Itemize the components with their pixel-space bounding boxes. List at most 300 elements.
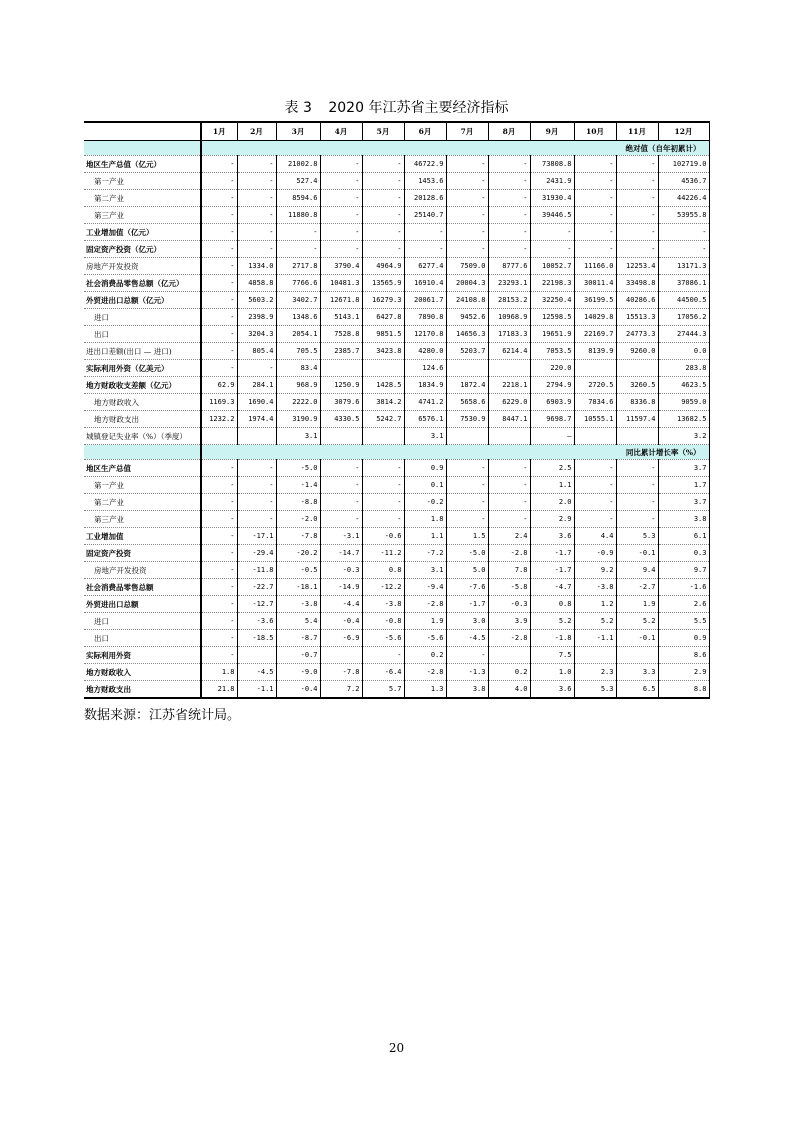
table-cell: - — [658, 241, 709, 258]
table-cell: 1974.4 — [237, 411, 276, 428]
table-cell: -0.1 — [616, 630, 658, 647]
table-cell: 83.4 — [276, 360, 320, 377]
table-cell: - — [320, 241, 362, 258]
table-cell: 4741.2 — [404, 394, 446, 411]
table-cell: - — [362, 224, 404, 241]
table-cell: 1.7 — [658, 477, 709, 494]
row-label: 城镇登记失业率（%）（季度） — [84, 428, 201, 445]
table-cell: - — [446, 173, 488, 190]
table-cell: -14.9 — [320, 579, 362, 596]
table-cell: - — [237, 360, 276, 377]
table-number: 表 3 — [284, 100, 312, 116]
table-cell: - — [574, 207, 616, 224]
header-blank-cell — [84, 122, 201, 141]
table-cell: 7530.9 — [446, 411, 488, 428]
row-label: 进口 — [84, 613, 201, 630]
table-cell — [362, 360, 404, 377]
table-cell: 9851.5 — [362, 326, 404, 343]
table-cell: 1.0 — [530, 664, 574, 681]
table-cell: 7890.8 — [404, 309, 446, 326]
table-cell: -1.1 — [237, 681, 276, 699]
table-cell: - — [616, 477, 658, 494]
table-cell: - — [237, 156, 276, 173]
table-cell: -2.8 — [488, 630, 530, 647]
table-cell: - — [201, 647, 237, 664]
table-row — [84, 511, 709, 528]
table-cell: 20128.6 — [404, 190, 446, 207]
table-cell: 2054.1 — [276, 326, 320, 343]
table-cell — [488, 428, 530, 445]
table-cell — [446, 360, 488, 377]
table-cell: 2.0 — [530, 494, 574, 511]
month-header: 2月 — [237, 122, 276, 141]
table-row — [84, 428, 709, 445]
row-label: 出口 — [84, 326, 201, 343]
table-cell: - — [320, 207, 362, 224]
table-cell: - — [201, 596, 237, 613]
table-row — [84, 494, 709, 511]
table-cell: 62.9 — [201, 377, 237, 394]
table-row — [84, 156, 709, 173]
table-cell: - — [574, 511, 616, 528]
table-cell: 4964.9 — [362, 258, 404, 275]
table-cell: - — [488, 207, 530, 224]
table-cell: -8.7 — [276, 630, 320, 647]
table-cell: 527.4 — [276, 173, 320, 190]
table-cell: 0.0 — [658, 343, 709, 360]
table-cell — [574, 428, 616, 445]
table-cell: 6.1 — [658, 528, 709, 545]
table-cell: 17056.2 — [658, 309, 709, 326]
table-cell: 5.4 — [276, 613, 320, 630]
table-row — [84, 579, 709, 596]
table-cell: -18.1 — [276, 579, 320, 596]
table-cell: - — [362, 173, 404, 190]
row-label: 社会消费品零售总额 — [84, 579, 201, 596]
table-cell: 9260.0 — [616, 343, 658, 360]
table-cell: -9.0 — [276, 664, 320, 681]
table-cell: 1.2 — [574, 596, 616, 613]
table-cell: -0.4 — [276, 681, 320, 699]
table-cell: 14656.3 — [446, 326, 488, 343]
table-cell: 1.9 — [404, 613, 446, 630]
table-cell: - — [237, 477, 276, 494]
table-cell: 2.5 — [530, 460, 574, 477]
table-cell: - — [446, 477, 488, 494]
table-cell — [320, 360, 362, 377]
table-cell: - — [404, 224, 446, 241]
table-cell: - — [362, 156, 404, 173]
table-cell: - — [488, 460, 530, 477]
table-cell: 0.8 — [530, 596, 574, 613]
table-cell: - — [362, 241, 404, 258]
table-cell — [488, 360, 530, 377]
table-cell: -1.1 — [574, 630, 616, 647]
table-cell: 8.6 — [658, 647, 709, 664]
table-cell: -12.7 — [237, 596, 276, 613]
table-row — [84, 173, 709, 190]
table-cell: 22169.7 — [574, 326, 616, 343]
table-cell: 1.1 — [530, 477, 574, 494]
table-cell: - — [201, 494, 237, 511]
table-cell: 3.1 — [404, 428, 446, 445]
table-cell: 22198.3 — [530, 275, 574, 292]
row-label: 第三产业 — [84, 511, 201, 528]
table-cell: 44500.5 — [658, 292, 709, 309]
table-cell: - — [201, 360, 237, 377]
section-label: 同比累计增长率（%） — [201, 445, 709, 460]
table-cell: 2385.7 — [320, 343, 362, 360]
table-cell: -2.0 — [276, 511, 320, 528]
table-cell: - — [530, 224, 574, 241]
table-cell: 3.6 — [530, 528, 574, 545]
table-row — [84, 258, 709, 275]
table-cell: - — [201, 579, 237, 596]
table-cell: 2222.0 — [276, 394, 320, 411]
table-cell: 8.8 — [658, 681, 709, 699]
table-cell: - — [616, 156, 658, 173]
table-cell: 9059.0 — [658, 394, 709, 411]
table-cell: - — [616, 224, 658, 241]
table-row — [84, 681, 709, 699]
table-cell: -8.8 — [276, 494, 320, 511]
table-cell: - — [616, 494, 658, 511]
table-cell: 8777.6 — [488, 258, 530, 275]
table-cell: 0.2 — [404, 647, 446, 664]
table-cell: 5658.6 — [446, 394, 488, 411]
table-cell: 2.4 — [488, 528, 530, 545]
table-cell: - — [201, 224, 237, 241]
table-cell: 968.9 — [276, 377, 320, 394]
table-cell: - — [201, 241, 237, 258]
table-cell: 10052.7 — [530, 258, 574, 275]
table-cell: -4.7 — [530, 579, 574, 596]
month-header: 6月 — [404, 122, 446, 141]
table-cell: 124.6 — [404, 360, 446, 377]
table-cell: -11.8 — [237, 562, 276, 579]
table-cell: - — [574, 477, 616, 494]
table-cell: -9.4 — [404, 579, 446, 596]
table-cell: -1.7 — [530, 562, 574, 579]
table-cell: 2720.5 — [574, 377, 616, 394]
table-cell: - — [488, 190, 530, 207]
table-cell: — — [530, 428, 574, 445]
table-cell: 4.4 — [574, 528, 616, 545]
table-cell: - — [658, 224, 709, 241]
table-row — [84, 613, 709, 630]
table-row — [84, 477, 709, 494]
table-cell: 5203.7 — [446, 343, 488, 360]
table-cell: 5.7 — [362, 681, 404, 699]
table-cell: -3.1 — [320, 528, 362, 545]
row-label: 社会消费品零售总额（亿元） — [84, 275, 201, 292]
table-cell: 1.3 — [404, 681, 446, 699]
table-cell: 14029.8 — [574, 309, 616, 326]
table-cell: -5.0 — [446, 545, 488, 562]
table-cell: 6903.9 — [530, 394, 574, 411]
row-label: 房地产开发投资 — [84, 258, 201, 275]
table-cell: 7528.8 — [320, 326, 362, 343]
table-cell: - — [320, 460, 362, 477]
table-cell: -3.6 — [237, 613, 276, 630]
table-cell: 9.2 — [574, 562, 616, 579]
table-cell: 4623.5 — [658, 377, 709, 394]
row-label: 地方财政收入 — [84, 664, 201, 681]
table-cell: - — [574, 156, 616, 173]
table-cell: -7.8 — [320, 664, 362, 681]
row-label: 出口 — [84, 630, 201, 647]
table-title-text: 2020 年江苏省主要经济指标 — [328, 100, 509, 116]
row-label: 地方财政支出 — [84, 681, 201, 699]
table-cell: - — [446, 207, 488, 224]
table-cell: 24108.8 — [446, 292, 488, 309]
table-cell: 5603.2 — [237, 292, 276, 309]
table-cell: 3.7 — [658, 494, 709, 511]
table-cell: - — [616, 460, 658, 477]
table-cell: 2.3 — [574, 664, 616, 681]
table-cell: -29.4 — [237, 545, 276, 562]
table-cell: 13682.5 — [658, 411, 709, 428]
table-cell: 1232.2 — [201, 411, 237, 428]
table-cell: 2398.9 — [237, 309, 276, 326]
table-row — [84, 460, 709, 477]
table-cell: 4280.0 — [404, 343, 446, 360]
table-cell: 21.8 — [201, 681, 237, 699]
table-cell: 13171.3 — [658, 258, 709, 275]
table-row — [84, 377, 709, 394]
table-cell: 9698.7 — [530, 411, 574, 428]
table-cell: - — [320, 173, 362, 190]
table-cell: -0.3 — [320, 562, 362, 579]
table-cell: -7.8 — [276, 528, 320, 545]
row-label: 进出口差额(出口 — 进口) — [84, 343, 201, 360]
table-cell: 2717.8 — [276, 258, 320, 275]
table-cell: 25140.7 — [404, 207, 446, 224]
table-cell: 3.9 — [488, 613, 530, 630]
table-cell: - — [201, 477, 237, 494]
table-cell: 11597.4 — [616, 411, 658, 428]
table-cell: 220.0 — [530, 360, 574, 377]
table-cell: 9.7 — [658, 562, 709, 579]
table-cell: - — [488, 477, 530, 494]
table-cell: -1.3 — [446, 664, 488, 681]
table-cell: 8447.1 — [488, 411, 530, 428]
table-cell: -2.8 — [404, 596, 446, 613]
table-cell: -1.7 — [530, 545, 574, 562]
table-cell: 1348.6 — [276, 309, 320, 326]
month-header: 9月 — [530, 122, 574, 141]
table-cell: -4.4 — [320, 596, 362, 613]
table-cell: 7053.5 — [530, 343, 574, 360]
table-cell: - — [201, 275, 237, 292]
table-cell: 11880.8 — [276, 207, 320, 224]
table-cell: 3.1 — [276, 428, 320, 445]
month-header: 7月 — [446, 122, 488, 141]
table-cell: 3260.5 — [616, 377, 658, 394]
table-cell: - — [320, 511, 362, 528]
table-cell: -0.4 — [320, 613, 362, 630]
row-label: 第一产业 — [84, 173, 201, 190]
table-cell: -4.5 — [237, 664, 276, 681]
economic-indicators-table — [84, 121, 710, 699]
table-cell: -0.7 — [276, 647, 320, 664]
table-cell: 805.4 — [237, 343, 276, 360]
table-cell: -5.8 — [488, 579, 530, 596]
table-cell: - — [201, 207, 237, 224]
table-cell: - — [574, 173, 616, 190]
table-row — [84, 292, 709, 309]
table-cell: - — [362, 207, 404, 224]
table-cell: 12170.8 — [404, 326, 446, 343]
table-row — [84, 360, 709, 377]
table-cell: 10555.1 — [574, 411, 616, 428]
table-cell: 6576.1 — [404, 411, 446, 428]
table-cell: -5.6 — [404, 630, 446, 647]
table-cell: -12.2 — [362, 579, 404, 596]
table-cell: - — [320, 477, 362, 494]
table-cell: - — [616, 511, 658, 528]
table-cell: - — [488, 224, 530, 241]
table-cell — [237, 647, 276, 664]
table-cell: -20.2 — [276, 545, 320, 562]
table-cell: - — [201, 562, 237, 579]
row-label: 地区生产总值（亿元） — [84, 156, 201, 173]
table-cell: - — [488, 156, 530, 173]
table-cell: 20004.3 — [446, 275, 488, 292]
row-label: 工业增加值 — [84, 528, 201, 545]
table-cell — [574, 360, 616, 377]
table-cell: - — [404, 241, 446, 258]
table-cell: 5.3 — [616, 528, 658, 545]
table-cell: - — [362, 460, 404, 477]
table-cell: 5.2 — [574, 613, 616, 630]
table-cell: - — [362, 511, 404, 528]
table-cell: 705.5 — [276, 343, 320, 360]
table-cell: - — [201, 528, 237, 545]
table-cell: 6214.4 — [488, 343, 530, 360]
table-cell: 39446.5 — [530, 207, 574, 224]
table-cell: 46722.9 — [404, 156, 446, 173]
table-cell: 32250.4 — [530, 292, 574, 309]
table-cell: 53955.8 — [658, 207, 709, 224]
table-cell: - — [320, 494, 362, 511]
table-cell: -0.1 — [616, 545, 658, 562]
row-label: 地区生产总值 — [84, 460, 201, 477]
table-cell: - — [574, 494, 616, 511]
table-cell: -1.7 — [446, 596, 488, 613]
row-label: 外贸进出口总额（亿元） — [84, 292, 201, 309]
table-cell: -7.6 — [446, 579, 488, 596]
data-source-note: 数据来源：江苏省统计局。 — [84, 708, 241, 723]
table-cell: - — [201, 173, 237, 190]
table-cell: 3.3 — [616, 664, 658, 681]
table-cell: - — [574, 460, 616, 477]
table-cell: 21002.8 — [276, 156, 320, 173]
table-cell: -0.6 — [362, 528, 404, 545]
table-cell — [320, 428, 362, 445]
table-cell: 44226.4 — [658, 190, 709, 207]
table-cell: -1.6 — [658, 579, 709, 596]
table-cell: -17.1 — [237, 528, 276, 545]
table-cell — [320, 647, 362, 664]
page-number: 20 — [388, 1041, 405, 1055]
table-cell: -5.0 — [276, 460, 320, 477]
table-row — [84, 647, 709, 664]
table-cell: - — [446, 241, 488, 258]
month-header: 3月 — [276, 122, 320, 141]
table-cell — [446, 428, 488, 445]
table-cell: 15513.3 — [616, 309, 658, 326]
table-cell: 28153.2 — [488, 292, 530, 309]
table-cell: 3190.9 — [276, 411, 320, 428]
table-cell: - — [616, 207, 658, 224]
table-cell: -6.4 — [362, 664, 404, 681]
table-cell: 9.4 — [616, 562, 658, 579]
table-cell: 9452.6 — [446, 309, 488, 326]
table-cell: - — [320, 156, 362, 173]
table-cell: - — [237, 460, 276, 477]
table-row — [84, 241, 709, 258]
table-cell: -0.8 — [362, 613, 404, 630]
table-cell: 12253.4 — [616, 258, 658, 275]
table-cell: - — [362, 190, 404, 207]
table-cell: 0.1 — [404, 477, 446, 494]
table-row — [84, 411, 709, 428]
table-cell — [616, 428, 658, 445]
table-cell: 4330.5 — [320, 411, 362, 428]
table-cell: 1.8 — [404, 511, 446, 528]
table-cell: - — [201, 613, 237, 630]
table-cell: 4858.8 — [237, 275, 276, 292]
table-cell: -6.9 — [320, 630, 362, 647]
table-cell: -4.5 — [446, 630, 488, 647]
row-label: 固定资产投资（亿元） — [84, 241, 201, 258]
table-cell — [362, 428, 404, 445]
table-cell: 4.0 — [488, 681, 530, 699]
table-cell: 3.7 — [658, 460, 709, 477]
table-cell: 8139.9 — [574, 343, 616, 360]
table-cell: 7834.6 — [574, 394, 616, 411]
section-header-growth — [84, 445, 709, 460]
table-cell: -2.7 — [616, 579, 658, 596]
table-cell: 37086.1 — [658, 275, 709, 292]
table-cell: -11.2 — [362, 545, 404, 562]
table-cell: 31930.4 — [530, 190, 574, 207]
table-row — [84, 275, 709, 292]
table-cell: -1.4 — [276, 477, 320, 494]
table-cell: 3.0 — [446, 613, 488, 630]
table-cell: - — [362, 647, 404, 664]
table-cell: 40286.6 — [616, 292, 658, 309]
month-header: 10月 — [574, 122, 616, 141]
table-cell: 1.5 — [446, 528, 488, 545]
table-cell: - — [362, 477, 404, 494]
row-label: 房地产开发投资 — [84, 562, 201, 579]
table-cell: -7.2 — [404, 545, 446, 562]
table-row — [84, 394, 709, 411]
section-label: 绝对值（自年初累计） — [201, 141, 709, 156]
table-cell: 8336.8 — [616, 394, 658, 411]
table-cell: 102719.0 — [658, 156, 709, 173]
table-cell: 12598.5 — [530, 309, 574, 326]
table-cell: - — [201, 258, 237, 275]
table-cell: - — [201, 630, 237, 647]
table-cell: -1.8 — [530, 630, 574, 647]
table-cell: 20061.7 — [404, 292, 446, 309]
table-cell: 3402.7 — [276, 292, 320, 309]
table-cell: - — [446, 460, 488, 477]
table-cell — [488, 647, 530, 664]
